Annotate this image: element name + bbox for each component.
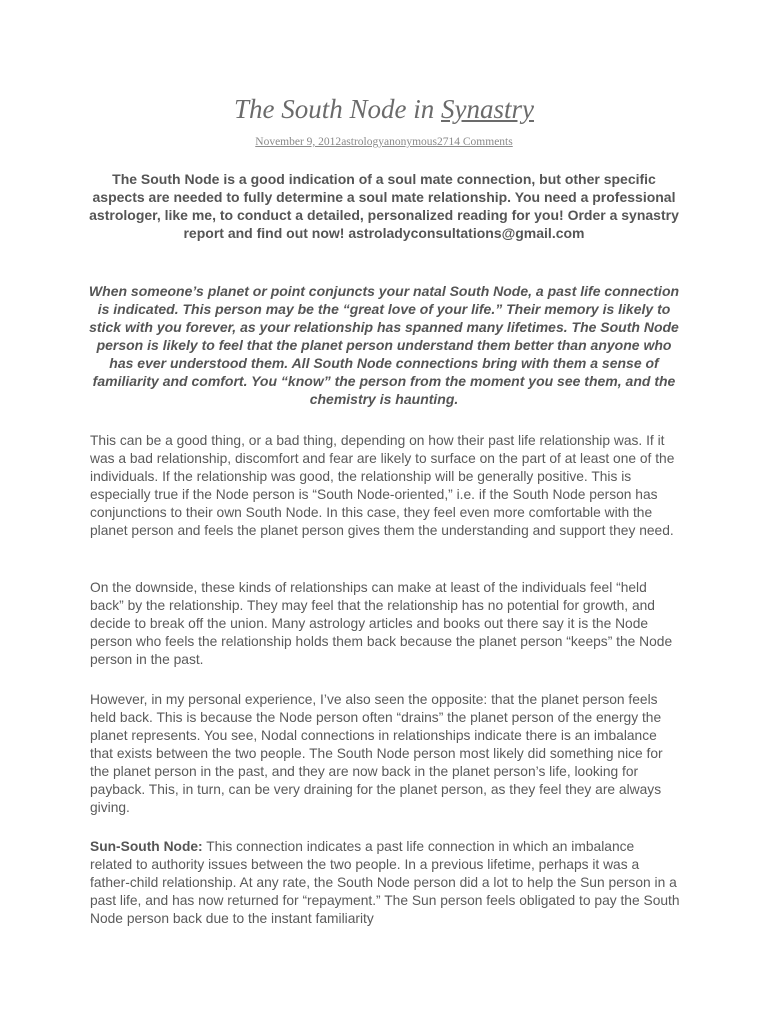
title-link-synastry[interactable]: Synastry: [441, 94, 534, 124]
quote-paragraph: When someone’s planet or point conjuncts your natal South Node, a past life connection is indicated. This person may be the “great love of your life.” Their memory is likely to stick with you forever, as your relationship has spanned many lifetimes. The South Node person is likely to feel that the planet person understand them better than anyone who has ever understood them. All South Node connections bring with them a sense of familiarity and comfort. You “know” the person from the moment you see them, and the chemistry is haunting.: [88, 283, 680, 407]
title-text: The South Node in: [234, 94, 435, 124]
intro-paragraph: The South Node is a good indication of a soul mate connection, but other specific aspects are needed to fully determine a soul mate relationship. You need a professional astrologer, like me, to conduct a detailed, personalized reading for you! Order a synastry report and find out now! astroladyconsultations@gmail.com: [89, 171, 679, 241]
sun-south-node-heading: Sun-South Node:: [90, 839, 203, 854]
article-meta: [0, 136, 768, 148]
body-paragraph-1: This can be a good thing, or a bad thing, depending on how their past life relationship was. If it was a bad relationship, discomfort and fear are likely to surface on the part of at least one of the individuals. If the relationship was good, the relationship will be generally positive. This is especially true if the Node person is “South Node-oriented,” i.e. if the South Node person has conjunctions to their own South Node. In this case, they feel even more comfortable with the planet person and feels the planet person gives them the understanding and support they need.: [90, 433, 675, 538]
author-link[interactable]: astrologyanonymous27: [341, 136, 449, 148]
article-title: [0, 94, 768, 125]
comments-link[interactable]: 14 Comments: [448, 136, 513, 148]
sun-south-node-paragraph: [90, 838, 680, 928]
post-date-link[interactable]: November 9, 2012: [255, 136, 342, 148]
body-paragraph-3: However, in my personal experience, I’ve also seen the opposite: that the planet person feels held back. This is because the Node person often “drains” the planet person of the energy the planet represents. You see, Nodal connections in relationships indicate there is an imbalance that exists between the two people. The South Node person most likely did something nice for the planet person in the past, and they are now back in the planet person’s life, looking for payback. This, in turn, can be very draining for the planet person, as they feel they are always giving.: [90, 692, 663, 815]
body-paragraph-2: On the downside, these kinds of relationships can make at least of the individuals feel “held back” by the relationship. They may feel that the relationship has no potential for growth, and decide to break off the union. Many astrology articles and books out there say it is the Node person who feels the relationship holds them back because the planet person “keeps” the Node person in the past.: [90, 580, 673, 667]
sun-south-node-text: This connection indicates a past life connection in which an imbalance related to authority issues between the two people. In a previous lifetime, perhaps it was a father-child relationship. At any rate, the South Node person did a lot to help the Sun person in a past life, and has now returned for “repayment.” The Sun person feels obligated to pay the South Node person back due to the instant familiarity: [90, 839, 680, 926]
